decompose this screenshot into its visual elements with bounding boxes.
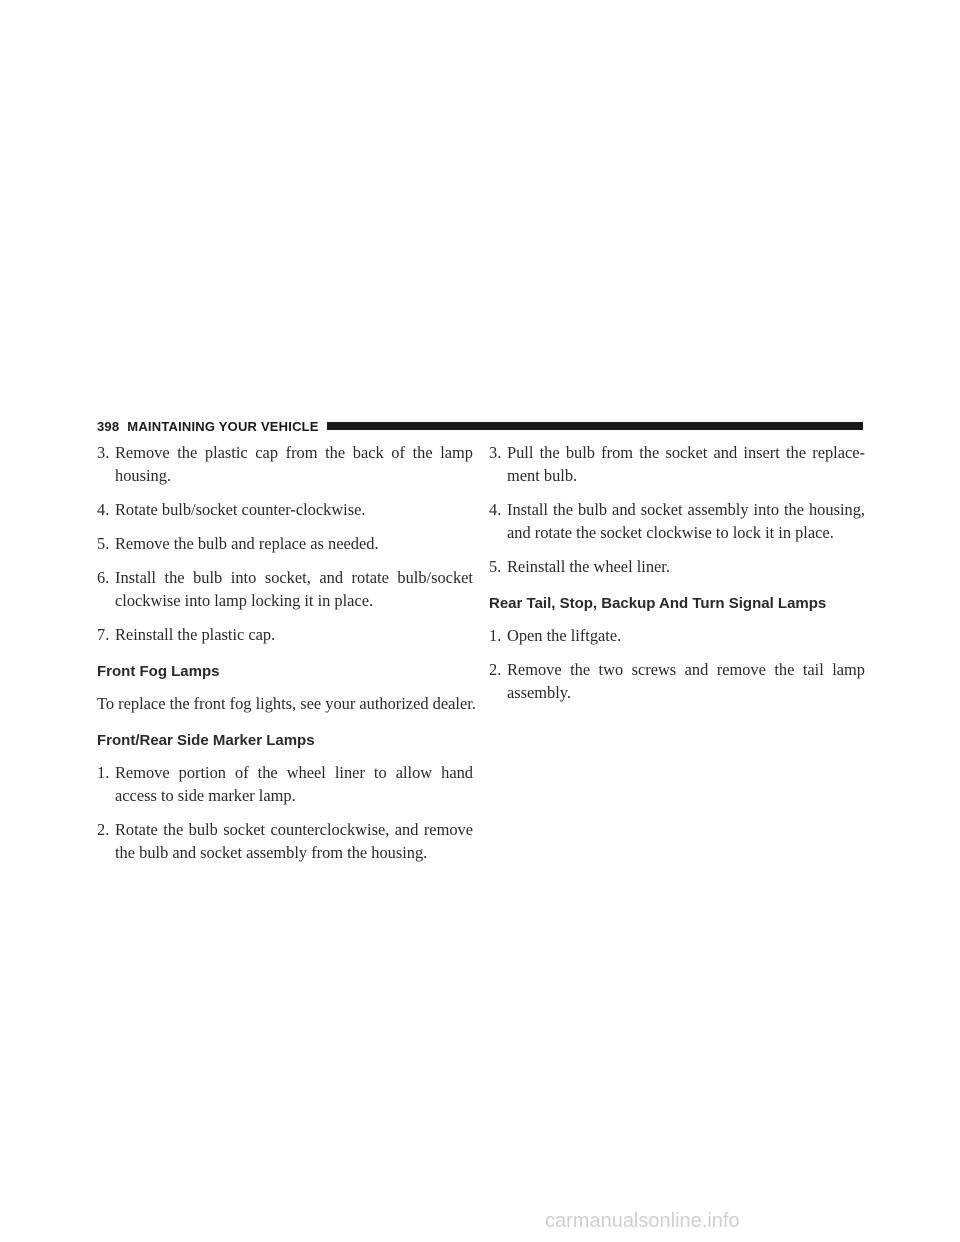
step-text: Open the liftgate. [507,626,622,645]
section-title: MAINTAINING YOUR VEHICLE [127,418,319,434]
list-item [489,498,865,544]
list-item [489,624,865,647]
right-column [489,441,865,715]
step-text: Remove portion of the wheel liner to allow hand access to side marker lamp. [115,763,473,805]
step-number: 1. [489,626,502,645]
step-number: 2. [97,820,110,839]
list-item [97,441,473,487]
list-item [97,566,473,612]
step-number: 5. [489,557,502,576]
step-text: Reinstall the wheel liner. [507,557,670,576]
step-text: Rotate bulb/socket counter-clockwise. [115,500,366,519]
step-number: 5. [97,534,110,553]
step-number: 1. [97,763,110,782]
step-number: 3. [97,443,110,462]
site-watermark: carmanualsonline.info [545,1210,740,1232]
step-number: 4. [97,500,110,519]
step-number: 2. [489,660,502,679]
list-item [489,555,865,578]
left-column [97,441,476,875]
step-text: Remove the bulb and replace as needed. [115,534,379,553]
step-number: 7. [97,625,110,644]
step-number: 4. [489,500,502,519]
list-item [97,532,473,555]
section-heading-side-marker-lamps: Front/Rear Side Marker Lamps [97,732,315,749]
list-item [489,658,865,704]
step-text: Remove the two screws and remove the tail lamp assembly. [507,660,865,702]
page-header [97,417,863,435]
step-number: 6. [97,568,110,587]
step-text: Install the bulb into socket, and rotate bulb/socket clockwise into lamp locking it in place. [115,568,473,610]
step-text: Install the bulb and socket assembly into the housing, and rotate the socket clockwise to lock it in place. [507,500,865,542]
step-text: Reinstall the plastic cap. [115,625,276,644]
list-item [97,623,473,646]
step-text: Pull the bulb from the socket and insert the replace- ment bulb. [507,443,865,485]
section-heading-fog-lamps: Front Fog Lamps [97,663,220,680]
step-text: Remove the plastic cap from the back of the lamp housing. [115,443,473,485]
step-text: Rotate the bulb socket counterclockwise, and remove the bulb and socket assembly from the housing. [115,820,473,862]
page-number: 398 [97,418,120,434]
list-item [97,498,473,521]
list-item [97,818,473,864]
fog-lamps-paragraph: To replace the front fog lights, see your authorized dealer. [97,694,476,713]
list-item [489,441,865,487]
step-number: 3. [489,443,502,462]
header-rule [327,422,863,430]
section-heading-rear-lamps: Rear Tail, Stop, Backup And Turn Signal Lamps [489,595,827,612]
list-item [97,761,473,807]
